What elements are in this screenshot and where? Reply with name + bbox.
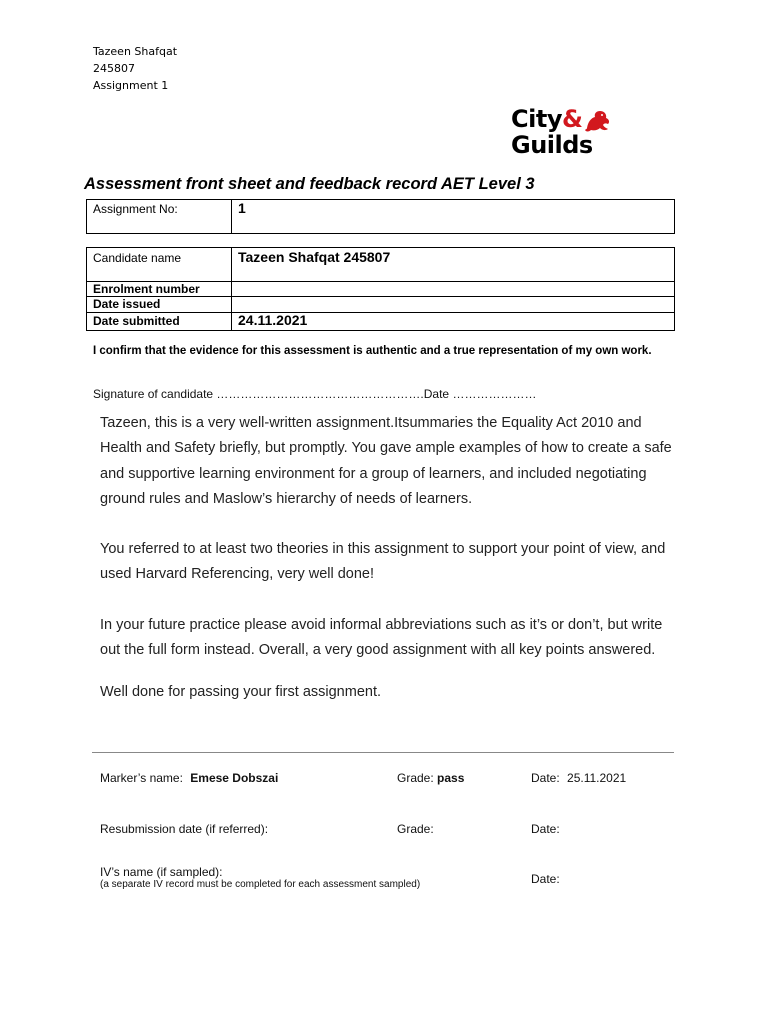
iv-note: (a separate IV record must be completed for each assessment sampled) bbox=[100, 879, 421, 890]
candidate-details-table bbox=[86, 247, 675, 331]
logo-city-text: City bbox=[511, 105, 562, 133]
table-row bbox=[87, 313, 675, 331]
resubmission-date-label: Resubmission date (if referred): bbox=[100, 822, 269, 836]
table-row bbox=[87, 282, 675, 297]
header-assignment: Assignment 1 bbox=[93, 79, 169, 92]
grade-field bbox=[397, 771, 464, 785]
feedback-paragraph: Tazeen, this is a very well-written assignment.Itsummaries the Equality Act 2010 and Health and Safety briefly, but promptly. You gave ample examples of how to create a safe and supportive learning environment for a group of learners, and included negotiating ground rules and Maslow’s hierarchy of needs of learners. bbox=[100, 415, 672, 507]
feedback-paragraph: You referred to at least two theories in this assignment to support your point of view, and used Harvard Referencing, very well done! bbox=[100, 541, 666, 583]
header-id: 245807 bbox=[93, 62, 135, 75]
divider bbox=[92, 752, 674, 753]
feedback-paragraph: Well done for passing your first assignment. bbox=[100, 684, 382, 701]
logo-line-2: Guilds bbox=[511, 131, 593, 159]
marked-date-field bbox=[531, 771, 626, 785]
marked-date-label: Date: bbox=[531, 771, 560, 785]
assignment-number-label-cell bbox=[87, 200, 232, 234]
iv-name-label: IV’s name (if sampled): bbox=[100, 865, 223, 879]
date-submitted-value: 24.11.2021 bbox=[238, 312, 308, 328]
resubmission-date-field-label: Date: bbox=[531, 822, 560, 836]
iv-date-label: Date: bbox=[531, 872, 560, 886]
date-issued-label: Date issued bbox=[93, 297, 161, 311]
feedback-text bbox=[100, 411, 680, 706]
header-name: Tazeen Shafqat bbox=[93, 45, 178, 58]
assignment-number-label: Assignment No: bbox=[93, 202, 178, 216]
grade-value: pass bbox=[437, 771, 465, 785]
marker-name-value: Emese Dobszai bbox=[190, 771, 279, 785]
candidate-name-value: Tazeen Shafqat 245807 bbox=[238, 249, 391, 265]
table-row bbox=[87, 248, 675, 282]
enrolment-number-label: Enrolment number bbox=[93, 282, 200, 296]
resubmission-grade-label: Grade: bbox=[397, 822, 434, 836]
marked-date-value: 25.11.2021 bbox=[567, 771, 627, 785]
candidate-name-label: Candidate name bbox=[93, 251, 182, 265]
authenticity-statement: I confirm that the evidence for this assessment is authentic and a true representation of my own work. bbox=[93, 345, 652, 357]
marker-name-field bbox=[100, 771, 278, 785]
header-block bbox=[93, 43, 177, 94]
assignment-number-value: 1 bbox=[238, 200, 246, 216]
logo-ampersand: & bbox=[561, 105, 583, 133]
lion-icon bbox=[583, 108, 611, 134]
city-and-guilds-logo bbox=[511, 106, 621, 164]
assignment-number-table bbox=[86, 199, 675, 234]
page-title: Assessment front sheet and feedback record AET Level 3 bbox=[84, 175, 535, 193]
marker-name-label: Marker’s name: bbox=[100, 771, 183, 785]
signature-line: Signature of candidate …………………………………………….Date ………………… bbox=[93, 387, 537, 401]
feedback-paragraph: In your future practice please avoid informal abbreviations such as it’s or don’t, but write out the full form instead. Overall, a very good assignment with all key points answered. bbox=[100, 616, 663, 659]
assignment-number-value-cell bbox=[232, 200, 675, 234]
grade-label: Grade: bbox=[397, 771, 434, 785]
table-row bbox=[87, 297, 675, 313]
date-submitted-label: Date submitted bbox=[93, 314, 180, 328]
